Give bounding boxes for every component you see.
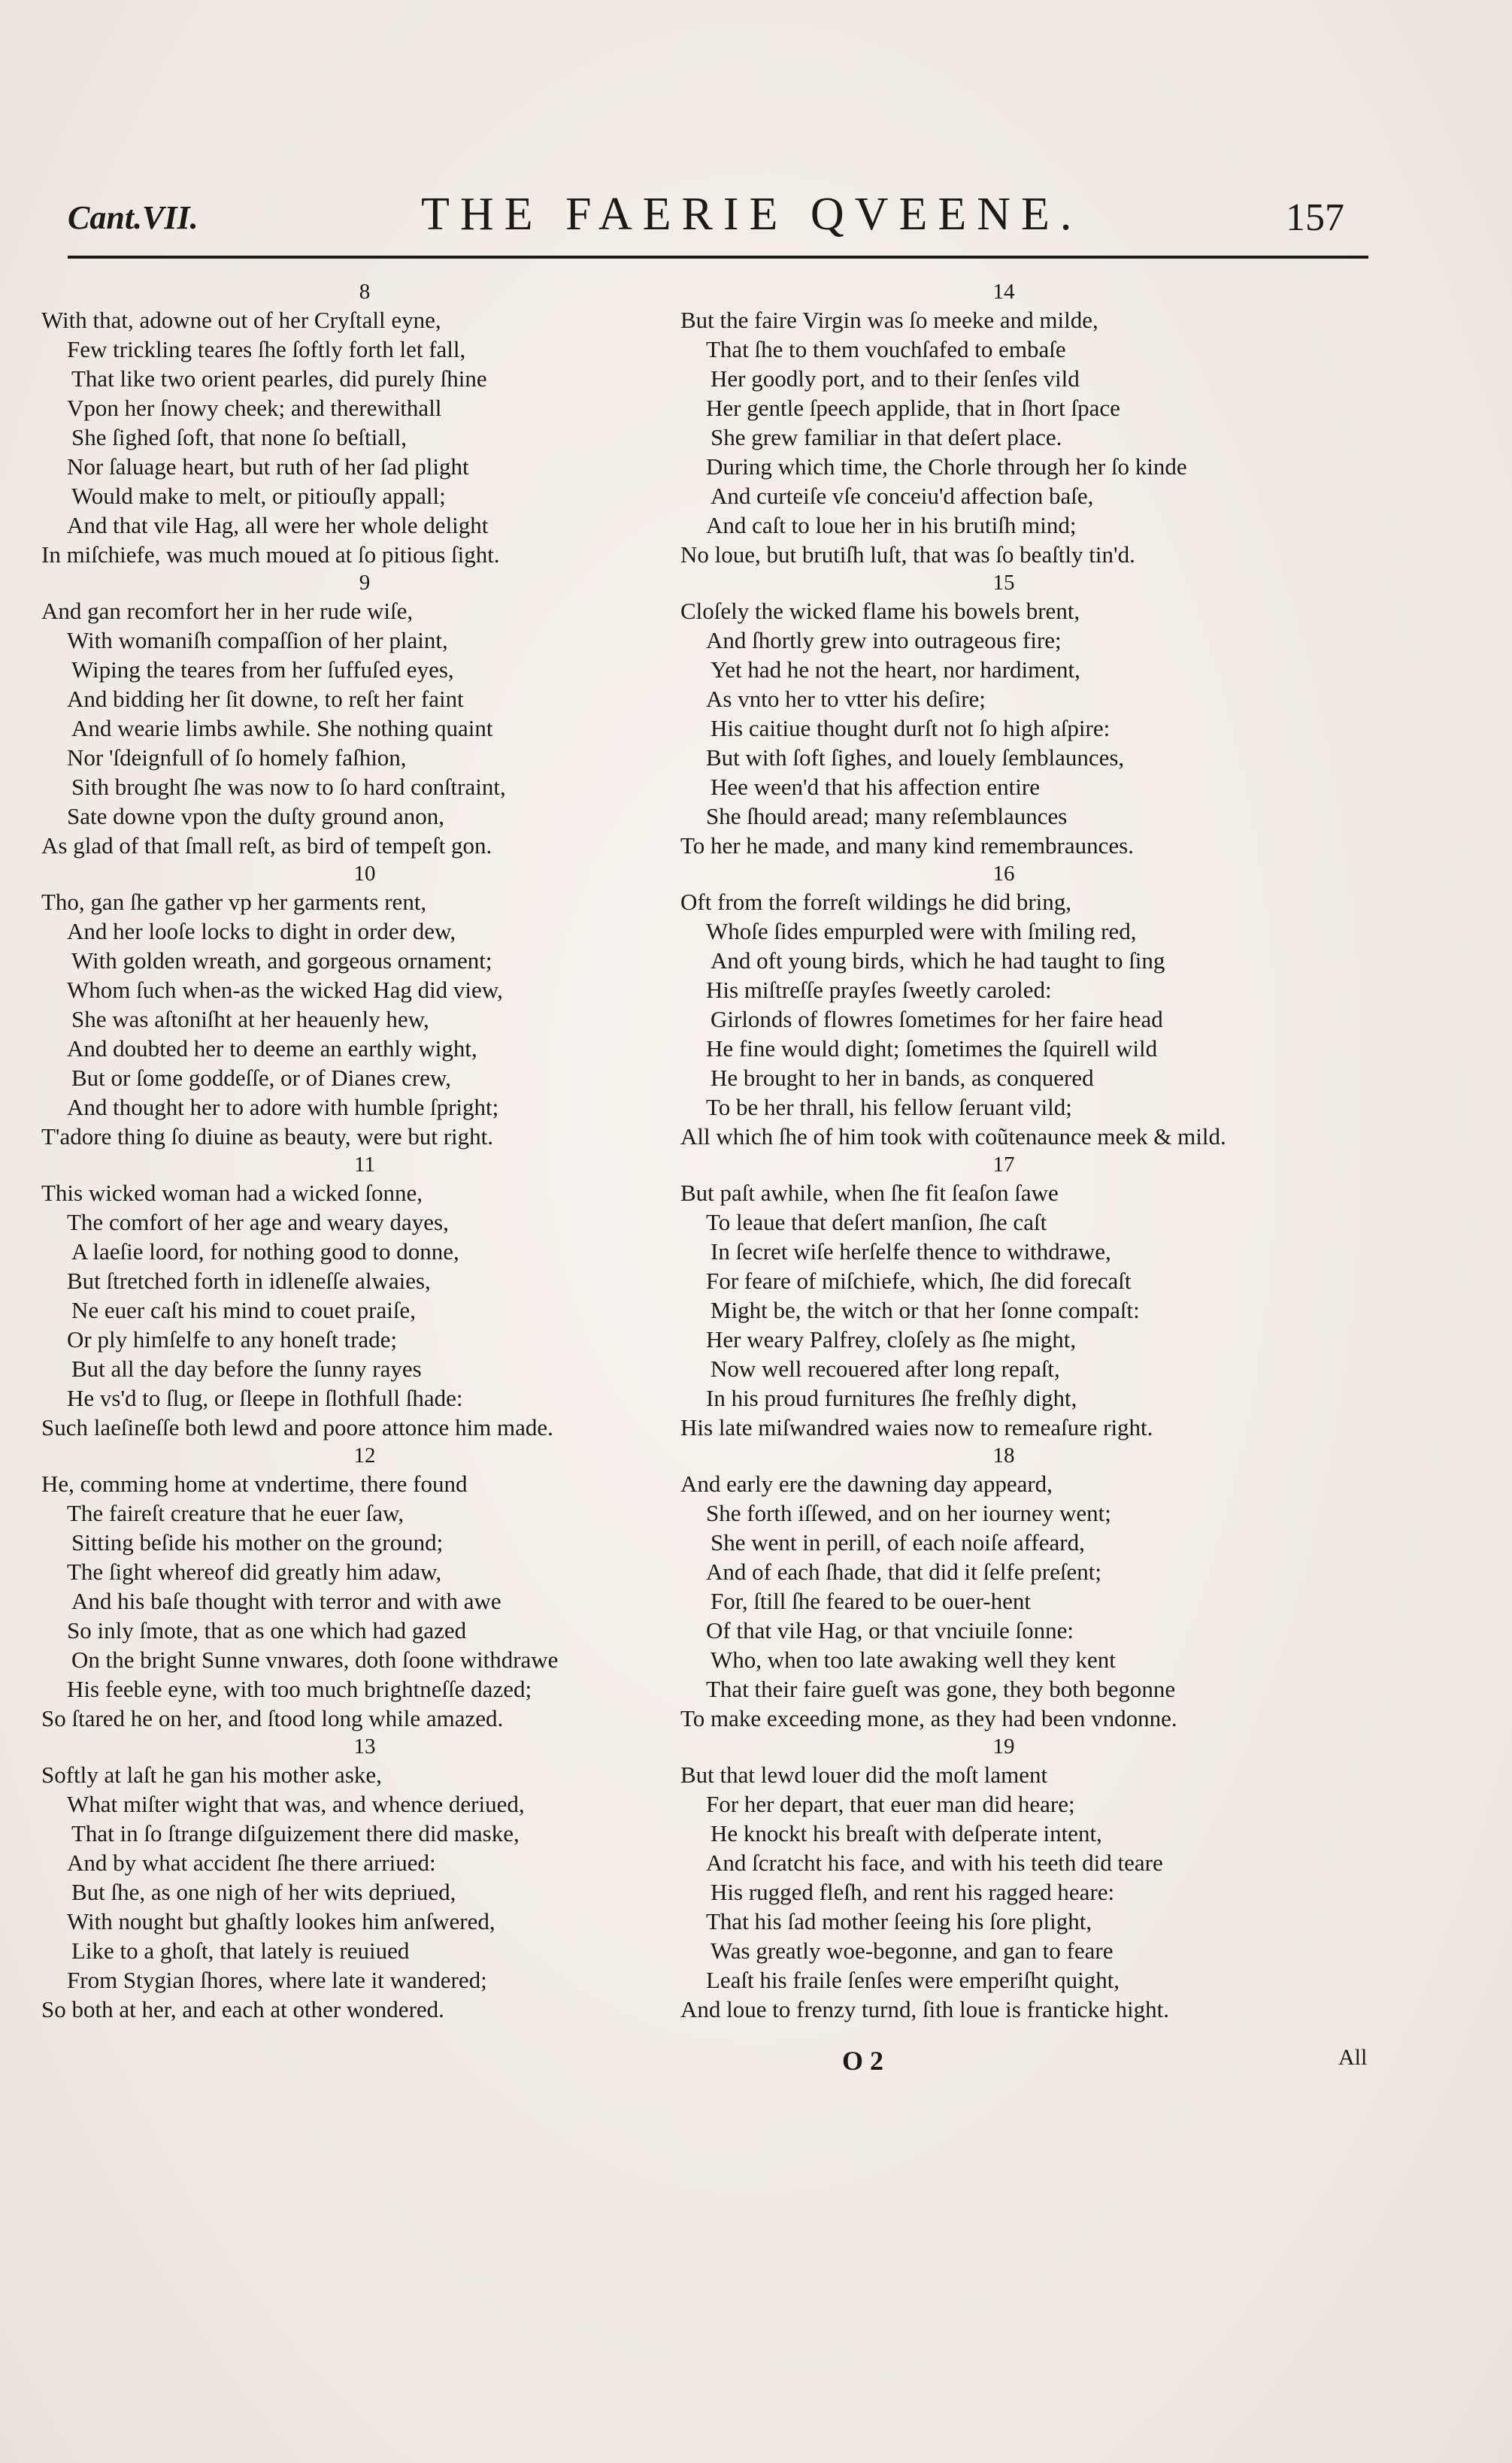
verse-line: But the faire Virgin was ſo meeke and milde, (680, 307, 1098, 333)
verse-line: That his ſad mother ſeeing his ſore plight, (706, 1908, 1092, 1934)
verse-line: To leaue that deſert manſion, ſhe caſt (706, 1209, 1047, 1235)
verse-line: All which ſhe of him took with coũtenaunce meek & mild. (680, 1123, 1226, 1150)
verse-line: And of each ſhade, that did it ſelfe preſent; (706, 1559, 1101, 1585)
verse-line: No loue, but brutiſh luſt, that was ſo beaſtly tin'd. (680, 541, 1135, 568)
verse-line: As vnto her to vtter his deſire; (706, 686, 986, 712)
verse-line: During which time, the Chorle through her ſo kinde (706, 453, 1187, 480)
verse-line: And oft young birds, which he had taught to ſing (711, 947, 1165, 974)
catchword: All (1338, 2045, 1368, 2070)
verse-line: For, ſtill ſhe feared to be ouer-hent (711, 1588, 1031, 1614)
verse-line: On the bright Sunne vnwares, doth ſoone withdrawe (71, 1647, 559, 1673)
verse-line: Ne euer caſt his mind to couet praiſe, (71, 1297, 416, 1323)
verse-line: Girlonds of flowres ſometimes for her faire head (711, 1006, 1163, 1032)
verse-line: Nor ſaluage heart, but ruth of her ſad plight (67, 453, 469, 480)
verse-line: And caſt to loue her in his brutiſh mind; (706, 512, 1077, 538)
verse-line: But with ſoft ſighes, and louely ſemblaunces, (706, 744, 1125, 771)
stanza-number: 15 (992, 571, 1015, 595)
stanza-number: 9 (359, 571, 371, 595)
stanza-number: 19 (992, 1734, 1015, 1759)
verse-line: Nor 'ſdeignfull of ſo homely faſhion, (67, 744, 407, 771)
verse-line: In miſchiefe, was much moued at ſo pitious ſight. (41, 541, 500, 568)
verse-line: She was aſtoniſht at her heauenly hew, (71, 1006, 429, 1032)
verse-line: But all the day before the ſunny rayes (71, 1356, 422, 1382)
verse-line: Her weary Palfrey, cloſely as ſhe might, (706, 1326, 1077, 1353)
header-rule (68, 256, 1368, 259)
stanza (680, 1151, 1327, 1442)
verse-line: Now well recouered after long repaſt, (711, 1356, 1060, 1382)
verse-line: With womaniſh compaſſion of her plaint, (67, 627, 448, 653)
verse-line: And curteiſe vſe conceiu'd affection baſe, (711, 483, 1094, 509)
verse-line: For her depart, that euer man did heare; (706, 1791, 1075, 1817)
verse-line: His rugged fleſh, and rent his ragged heare: (711, 1879, 1115, 1905)
verse-line: Would make to melt, or pitiouſly appall; (71, 483, 446, 509)
signature-mark: O 2 (842, 2046, 884, 2076)
stanza-number: 8 (359, 280, 371, 304)
verse-line: The ſight whereof did greatly him adaw, (67, 1559, 442, 1585)
verse-line: Like to a ghoſt, that lately is reuiued (71, 1937, 410, 1964)
running-head (68, 188, 1346, 248)
stanza-number: 13 (353, 1734, 376, 1759)
verse-line: So ſtared he on her, and ſtood long while amazed. (41, 1705, 504, 1731)
verse-line: Whom ſuch when-as the wicked Hag did view, (67, 977, 503, 1003)
verse-line: With nought but ghaſtly lookes him anſwered, (67, 1908, 495, 1934)
verse-line: And gan recomfort her in her rude wiſe, (41, 598, 414, 624)
page-number: 157 (1286, 196, 1344, 239)
verse-line: As glad of that ſmall reſt, as bird of tempeſt gon. (41, 832, 492, 859)
verse-line: She forth iſſewed, and on her iourney went; (706, 1500, 1111, 1526)
verse-line: That their faire gueſt was gone, they both begonne (706, 1676, 1176, 1702)
stanza (41, 278, 688, 569)
verse-line: And that vile Hag, all were her whole delight (67, 512, 489, 538)
verse-line: Was greatly woe-begonne, and gan to feare (711, 1937, 1114, 1964)
verse-line: Tho, gan ſhe gather vp her garments rent, (41, 889, 427, 915)
verse-line: Her goodly port, and to their ſenſes vild (711, 365, 1080, 392)
stanza (680, 1733, 1327, 2024)
verse-line: He brought to her in bands, as conquered (711, 1065, 1094, 1091)
stanza-number: 16 (992, 862, 1015, 886)
verse-line: And bidding her ſit downe, to reſt her faint (67, 686, 464, 712)
verse-line: So inly ſmote, that as one which had gazed (67, 1617, 467, 1644)
verse-line: She ſhould aread; many reſemblaunces (706, 803, 1068, 829)
verse-line: With golden wreath, and gorgeous ornament; (71, 947, 492, 974)
verse-line: Of that vile Hag, or that vnciuile ſonne: (706, 1617, 1074, 1644)
stanza-number: 12 (353, 1444, 376, 1468)
verse-line: And ſhortly grew into outrageous fire; (706, 627, 1062, 653)
verse-line: He fine would dight; ſometimes the ſquirell wild (706, 1035, 1158, 1062)
verse-line: His feeble eyne, with too much brightneſſe dazed; (67, 1676, 532, 1702)
verse-line: Cloſely the wicked flame his bowels brent, (680, 598, 1080, 624)
stanza-number: 18 (992, 1444, 1015, 1468)
verse-line: His caitiue thought durſt not ſo high aſpire: (711, 715, 1111, 741)
verse-line: T'adore thing ſo diuine as beauty, were but right. (41, 1123, 494, 1150)
verse-line: And his baſe thought with terror and with awe (71, 1588, 501, 1614)
verse-line: To her he made, and many kind remembraunces. (680, 832, 1134, 859)
verse-line: To be her thrall, his fellow ſeruant vild; (706, 1094, 1072, 1120)
verse-line: Who, when too late awaking well they kent (711, 1647, 1116, 1673)
stanza (41, 860, 688, 1151)
verse-line: He knockt his breaſt with deſperate intent, (711, 1820, 1102, 1846)
verse-line: And her looſe locks to dight in order dew, (67, 918, 456, 944)
stanza-number: 10 (353, 862, 376, 886)
verse-line: And wearie limbs awhile. She nothing quaint (71, 715, 493, 741)
verse-line: Or ply himſelfe to any honeſt trade; (67, 1326, 398, 1353)
verse-line: Wiping the teares from her ſuffuſed eyes, (71, 656, 454, 683)
verse-line: Leaſt his fraile ſenſes were emperiſht quight, (706, 1967, 1120, 1993)
verse-line: Yet had he not the heart, nor hardiment, (711, 656, 1080, 683)
verse-line: In ſecret wiſe herſelfe thence to withdrawe, (711, 1238, 1111, 1265)
verse-line: That like two orient pearles, did purely ſhine (71, 365, 487, 392)
verse-line: And by what accident ſhe there arriued: (67, 1850, 436, 1876)
canto-label: Cant.VII. (68, 199, 198, 236)
verse-line: For feare of miſchiefe, which, ſhe did forecaſt (706, 1268, 1132, 1294)
verse-line: He vs'd to ſlug, or ſleepe in ſlothfull ſhade: (67, 1385, 463, 1411)
right-column (680, 278, 1327, 2024)
verse-line: And early ere the dawning day appeard, (680, 1471, 1053, 1497)
verse-line: But or ſome goddeſſe, or of Dianes crew, (71, 1065, 452, 1091)
left-column (41, 278, 688, 2024)
verse-line: To make exceeding mone, as they had been vndonne. (680, 1705, 1177, 1731)
verse-line: But paſt awhile, when ſhe fit ſeaſon ſawe (680, 1180, 1059, 1206)
verse-line: Such laeſineſſe both lewd and poore attonce him made. (41, 1414, 553, 1441)
verse-line: Hee ween'd that his affection entire (711, 774, 1040, 800)
stanza (41, 1151, 688, 1442)
stanza (41, 569, 688, 860)
verse-line: But ſtretched forth in idleneſſe alwaies, (67, 1268, 431, 1294)
verse-line: The comfort of her age and weary dayes, (67, 1209, 449, 1235)
stanza (41, 1442, 688, 1733)
stanza (680, 569, 1327, 860)
verse-line: Her gentle ſpeech applide, that in ſhort ſpace (706, 395, 1120, 421)
verse-line: And doubted her to deeme an earthly wight, (67, 1035, 477, 1062)
stanza (680, 860, 1327, 1151)
verse-line: But that lewd louer did the moſt lament (680, 1762, 1048, 1788)
verse-line: So both at her, and each at other wondered. (41, 1996, 444, 2022)
stanza (680, 1442, 1327, 1733)
verse-line: Softly at laſt he gan his mother aske, (41, 1762, 382, 1788)
verse-line: Sith brought ſhe was now to ſo hard conſtraint, (71, 774, 506, 800)
verse-line: The faireſt creature that he euer ſaw, (67, 1500, 405, 1526)
verse-line: And thought her to adore with humble ſpright; (67, 1094, 499, 1120)
stanza-number: 14 (992, 280, 1015, 304)
verse-line: Whoſe ſides empurpled were with ſmiling red, (706, 918, 1137, 944)
verse-line: Oft from the forreſt wildings he did bring, (680, 889, 1072, 915)
verse-line: What miſter wight that was, and whence deriued, (67, 1791, 525, 1817)
verse-line: This wicked woman had a wicked ſonne, (41, 1180, 423, 1206)
verse-line: Vpon her ſnowy cheek; and therewithall (67, 395, 442, 421)
verse-line: She grew familiar in that deſert place. (711, 424, 1062, 450)
verse-line: Few trickling teares ſhe ſoftly forth let fall, (67, 336, 466, 362)
verse-line: That in ſo ſtrange diſguizement there did maske, (71, 1820, 520, 1846)
verse-line: She went in perill, of each noiſe affeard, (711, 1529, 1085, 1556)
verse-line: From Stygian ſhores, where late it wandered; (67, 1967, 487, 1993)
verse-line: But ſhe, as one nigh of her wits depriued, (71, 1879, 456, 1905)
verse-line: His late miſwandred waies now to remeaſure right. (680, 1414, 1153, 1441)
verse-line: A laeſie loord, for nothing good to donne, (71, 1238, 459, 1265)
stanza-number: 17 (992, 1153, 1015, 1177)
verse-line: Sate downe vpon the duſty ground anon, (67, 803, 444, 829)
verse-line: With that, adowne out of her Cryſtall eyne, (41, 307, 441, 333)
stanza (680, 278, 1327, 569)
verse-line: Might be, the witch or that her ſonne compaſt: (711, 1297, 1140, 1323)
stanza-number: 11 (354, 1153, 375, 1177)
verse-line: And ſcratcht his face, and with his teeth did teare (706, 1850, 1163, 1876)
verse-line: In his proud furnitures ſhe freſhly dight, (706, 1385, 1077, 1411)
verse-line: Sitting beſide his mother on the ground; (71, 1529, 444, 1556)
verse-line: That ſhe to them vouchſafed to embaſe (706, 336, 1066, 362)
verse-line: And loue to frenzy turnd, ſith loue is franticke hight. (680, 1996, 1169, 2022)
page-title: THE FAERIE QVEENE. (421, 189, 1083, 240)
stanza (41, 1733, 688, 2024)
verse-line: She ſighed ſoft, that none ſo beſtiall, (71, 424, 407, 450)
verse-line: His miſtreſſe prayſes ſweetly caroled: (706, 977, 1052, 1003)
verse-line: He, comming home at vndertime, there found (41, 1471, 468, 1497)
